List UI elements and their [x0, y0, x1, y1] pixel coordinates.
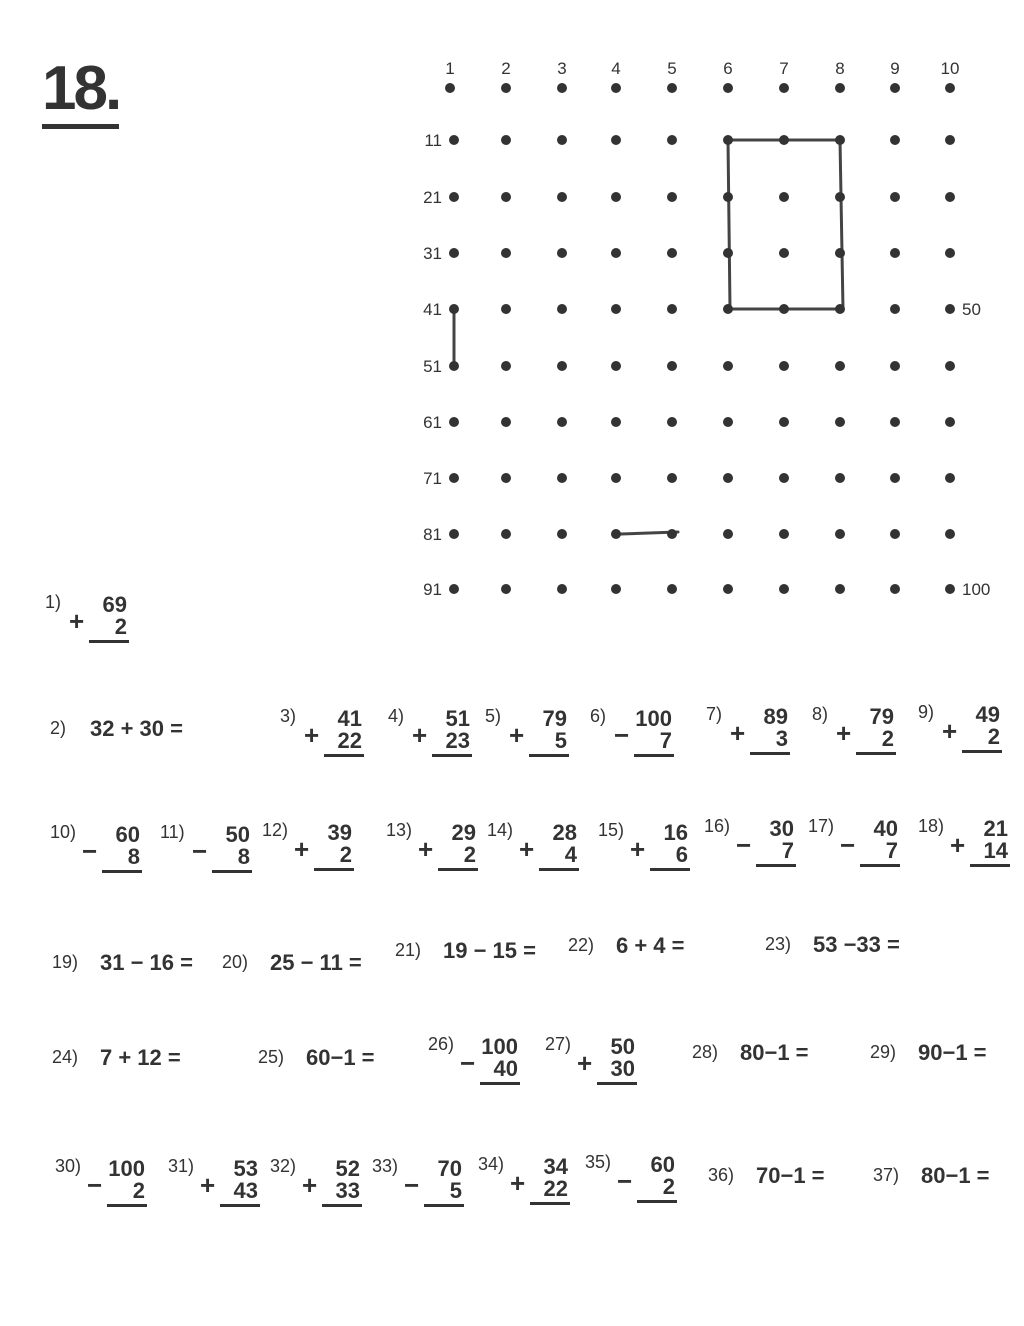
- operator: +: [294, 834, 310, 864]
- problem-14: [487, 820, 577, 874]
- grid-dot: [449, 248, 459, 258]
- answer-line: [634, 754, 674, 757]
- grid-dot: [890, 248, 900, 258]
- problem-number: 16): [704, 816, 731, 836]
- grid-dot: [449, 584, 459, 594]
- grid-dot: [779, 417, 789, 427]
- grid-dot: [835, 529, 845, 539]
- problem-9: [918, 702, 1000, 756]
- top-operand: 60: [650, 1152, 675, 1177]
- bottom-operand: 7: [885, 838, 898, 863]
- grid-dot: [890, 584, 900, 594]
- column-label: 9: [890, 59, 900, 78]
- problem-number: 14): [487, 820, 514, 840]
- top-operand: 52: [335, 1156, 360, 1181]
- problem-number: 36): [708, 1165, 735, 1185]
- bottom-operand: 33: [335, 1178, 360, 1203]
- grid-dot: [557, 192, 567, 202]
- bottom-operand: 22: [337, 728, 362, 753]
- grid-dot: [723, 248, 733, 258]
- connect-line: [728, 140, 730, 309]
- grid-dot: [779, 135, 789, 145]
- page-number: 18.: [42, 58, 119, 129]
- operator: −: [840, 830, 856, 860]
- grid-dot: [449, 361, 459, 371]
- grid-dot: [890, 135, 900, 145]
- connect-line: [840, 140, 843, 309]
- grid-dot: [723, 304, 733, 314]
- expression: 32 + 30 =: [90, 716, 183, 741]
- grid-dot: [779, 473, 789, 483]
- answer-line: [102, 870, 142, 873]
- grid-dot: [723, 192, 733, 202]
- grid-dot: [779, 248, 789, 258]
- grid-dot: [779, 529, 789, 539]
- problem-26: [428, 1034, 518, 1088]
- problem-30: [55, 1156, 145, 1210]
- operator: +: [519, 834, 535, 864]
- answer-line: [970, 864, 1010, 867]
- column-label: 3: [557, 59, 567, 78]
- grid-dot: [890, 304, 900, 314]
- operator: +: [836, 718, 852, 748]
- bottom-operand: 7: [781, 838, 794, 863]
- top-operand: 21: [983, 816, 1008, 841]
- operator: −: [82, 836, 98, 866]
- grid-dot: [835, 135, 845, 145]
- problem-number: 9): [918, 702, 935, 722]
- problem-number: 25): [258, 1047, 285, 1067]
- problem-17: [808, 816, 898, 870]
- column-label: 7: [779, 59, 789, 78]
- problem-number: 13): [386, 820, 413, 840]
- grid-dot: [667, 473, 677, 483]
- grid-dot: [449, 304, 459, 314]
- top-operand: 60: [115, 822, 140, 847]
- grid-dot: [779, 361, 789, 371]
- grid-dot: [557, 135, 567, 145]
- bottom-operand: 2: [463, 842, 476, 867]
- operator: −: [614, 720, 630, 750]
- operator: +: [630, 834, 646, 864]
- grid-dot: [723, 529, 733, 539]
- problem-number: 35): [585, 1152, 612, 1172]
- grid-dot: [779, 83, 789, 93]
- top-operand: 100: [108, 1156, 145, 1181]
- grid-dot: [945, 417, 955, 427]
- problem-34: [478, 1154, 568, 1208]
- expression: 7 + 12 =: [100, 1045, 181, 1070]
- grid-dot: [835, 417, 845, 427]
- grid-dot: [723, 83, 733, 93]
- row-label: 91: [423, 580, 442, 599]
- grid-dot: [835, 473, 845, 483]
- answer-line: [212, 870, 252, 873]
- grid-dot: [501, 135, 511, 145]
- problem-18: [918, 816, 1008, 870]
- bottom-operand: 7: [659, 728, 672, 753]
- row-label: 71: [423, 469, 442, 488]
- grid-dot: [611, 248, 621, 258]
- grid-dot: [667, 417, 677, 427]
- column-label: 8: [835, 59, 845, 78]
- operator: +: [950, 830, 966, 860]
- grid-dot: [557, 361, 567, 371]
- grid-dot: [501, 361, 511, 371]
- problem-35: [585, 1152, 675, 1206]
- problem-number: 6): [590, 706, 607, 726]
- top-operand: 79: [869, 704, 894, 729]
- grid-dot: [835, 192, 845, 202]
- problem-number: 8): [812, 704, 829, 724]
- bottom-operand: 23: [445, 728, 470, 753]
- expression: 53 −33 =: [813, 932, 900, 957]
- bottom-operand: 2: [114, 614, 127, 639]
- expression: 60−1 =: [306, 1045, 375, 1070]
- grid-dot: [501, 83, 511, 93]
- problem-number: 28): [692, 1042, 719, 1062]
- answer-line: [529, 754, 569, 757]
- grid-dot: [501, 304, 511, 314]
- grid-dot: [779, 584, 789, 594]
- problem-number: 24): [52, 1047, 79, 1067]
- top-operand: 53: [233, 1156, 258, 1181]
- problem-number: 33): [372, 1156, 399, 1176]
- grid-dot: [611, 361, 621, 371]
- grid-dot: [835, 304, 845, 314]
- grid-dot: [557, 248, 567, 258]
- bottom-operand: 22: [543, 1176, 568, 1201]
- problem-1: [45, 592, 127, 646]
- grid-dot: [667, 135, 677, 145]
- grid-dot: [449, 192, 459, 202]
- grid-dot: [611, 304, 621, 314]
- problem-16: [704, 816, 794, 870]
- problem-number: 3): [280, 706, 297, 726]
- grid-dot: [667, 584, 677, 594]
- bottom-operand: 8: [127, 844, 140, 869]
- grid-dot: [779, 304, 789, 314]
- grid-dot: [557, 83, 567, 93]
- problem-number: 27): [545, 1034, 572, 1054]
- bottom-operand: 30: [610, 1056, 635, 1081]
- bottom-operand: 2: [881, 726, 894, 751]
- operator: −: [87, 1170, 103, 1200]
- answer-line: [480, 1082, 520, 1085]
- grid-dot: [611, 584, 621, 594]
- grid-dot: [557, 584, 567, 594]
- top-operand: 100: [635, 706, 672, 731]
- problem-number: 20): [222, 952, 249, 972]
- grid-dot: [667, 192, 677, 202]
- bottom-operand: 5: [554, 728, 567, 753]
- column-label: 5: [667, 59, 677, 78]
- answer-line: [750, 752, 790, 755]
- answer-line: [637, 1200, 677, 1203]
- column-label: 2: [501, 59, 511, 78]
- grid-dot: [501, 248, 511, 258]
- top-operand: 79: [542, 706, 567, 731]
- row-label: 11: [424, 131, 442, 150]
- answer-line: [432, 754, 472, 757]
- problem-number: 31): [168, 1156, 195, 1176]
- grid-dot: [723, 135, 733, 145]
- answer-line: [530, 1202, 570, 1205]
- top-operand: 50: [225, 822, 250, 847]
- problem-number: 7): [706, 704, 723, 724]
- operator: +: [200, 1170, 216, 1200]
- grid-dot: [945, 529, 955, 539]
- column-label: 10: [940, 59, 960, 78]
- grid-dot: [611, 192, 621, 202]
- problem-number: 19): [52, 952, 79, 972]
- problem-8: [812, 704, 894, 758]
- operator: +: [510, 1168, 526, 1198]
- grid-dot: [667, 529, 677, 539]
- problem-11: [160, 822, 250, 876]
- operator: +: [412, 720, 428, 750]
- grid-dot: [557, 417, 567, 427]
- problem-number: 12): [262, 820, 289, 840]
- top-operand: 49: [975, 702, 1000, 727]
- problem-number: 5): [485, 706, 502, 726]
- grid-dot: [449, 417, 459, 427]
- grid-dot: [945, 361, 955, 371]
- grid-dot: [501, 473, 511, 483]
- bottom-operand: 6: [675, 842, 688, 867]
- operator: −: [736, 830, 752, 860]
- grid-dot: [723, 473, 733, 483]
- top-operand: 28: [552, 820, 577, 845]
- expression: 80−1 =: [921, 1163, 990, 1188]
- problem-10: [50, 822, 140, 876]
- problem-number: 18): [918, 816, 945, 836]
- top-operand: 30: [769, 816, 794, 841]
- problem-32: [270, 1156, 360, 1210]
- grid-dot: [723, 584, 733, 594]
- operator: −: [404, 1170, 420, 1200]
- grid-dot: [945, 473, 955, 483]
- problem-number: 30): [55, 1156, 82, 1176]
- problem-number: 10): [50, 822, 77, 842]
- grid-dot: [501, 192, 511, 202]
- grid-dot: [945, 248, 955, 258]
- problem-6: [590, 706, 672, 760]
- problem-number: 37): [873, 1165, 900, 1185]
- row-label: 81: [423, 525, 442, 544]
- expression: 70−1 =: [756, 1163, 825, 1188]
- expression: 6 + 4 =: [616, 933, 685, 958]
- grid-dot: [449, 473, 459, 483]
- problem-number: 34): [478, 1154, 505, 1174]
- answer-line: [856, 752, 896, 755]
- operator: −: [460, 1048, 476, 1078]
- answer-line: [860, 864, 900, 867]
- grid-dot: [890, 417, 900, 427]
- grid-dot: [945, 192, 955, 202]
- grid-dot: [557, 529, 567, 539]
- top-operand: 69: [102, 592, 127, 617]
- bottom-operand: 3: [775, 726, 788, 751]
- top-operand: 40: [873, 816, 898, 841]
- grid-dot: [501, 417, 511, 427]
- answer-line: [220, 1204, 260, 1207]
- grid-dot: [723, 417, 733, 427]
- grid-dot: [835, 584, 845, 594]
- dot-grid: [0, 0, 1024, 620]
- problem-number: 11): [160, 822, 185, 842]
- row-label: 61: [423, 413, 442, 432]
- answer-line: [962, 750, 1002, 753]
- grid-dot: [449, 135, 459, 145]
- answer-line: [756, 864, 796, 867]
- operator: −: [192, 836, 208, 866]
- column-label: 6: [723, 59, 733, 78]
- expression: 31 − 16 =: [100, 950, 193, 975]
- bottom-operand: 2: [662, 1174, 675, 1199]
- grid-dot: [557, 473, 567, 483]
- right-label: 50: [962, 300, 981, 319]
- grid-dot: [890, 529, 900, 539]
- grid-dot: [611, 473, 621, 483]
- answer-line: [438, 868, 478, 871]
- grid-dot: [890, 83, 900, 93]
- top-operand: 41: [337, 706, 362, 731]
- problem-5: [485, 706, 567, 760]
- problem-number: 15): [598, 820, 625, 840]
- operator: +: [577, 1048, 593, 1078]
- top-operand: 70: [437, 1156, 462, 1181]
- problem-number: 26): [428, 1034, 455, 1054]
- column-label: 1: [445, 59, 455, 78]
- grid-dot: [667, 361, 677, 371]
- grid-dot: [945, 584, 955, 594]
- problem-33: [372, 1156, 462, 1210]
- problem-number: 32): [270, 1156, 297, 1176]
- top-operand: 100: [481, 1034, 518, 1059]
- bottom-operand: 40: [493, 1056, 518, 1081]
- operator: +: [302, 1170, 318, 1200]
- bottom-operand: 4: [564, 842, 577, 867]
- row-label: 51: [423, 357, 442, 376]
- right-label: 100: [962, 580, 991, 599]
- answer-line: [107, 1204, 147, 1207]
- grid-dot: [611, 83, 621, 93]
- problem-number: 23): [765, 934, 792, 954]
- top-operand: 50: [610, 1034, 635, 1059]
- top-operand: 89: [763, 704, 788, 729]
- operator: +: [69, 606, 85, 636]
- answer-line: [314, 868, 354, 871]
- answer-line: [89, 640, 129, 643]
- row-label: 21: [423, 188, 442, 207]
- expression: 80−1 =: [740, 1040, 809, 1065]
- grid-dot: [445, 83, 455, 93]
- grid-dot: [611, 529, 621, 539]
- answer-line: [650, 868, 690, 871]
- problem-31: [168, 1156, 258, 1210]
- problem-number: 29): [870, 1042, 897, 1062]
- grid-dot: [945, 304, 955, 314]
- grid-dot: [890, 361, 900, 371]
- problem-7: [706, 704, 788, 758]
- problem-12: [262, 820, 352, 874]
- bottom-operand: 2: [132, 1178, 145, 1203]
- problem-number: 1): [45, 592, 62, 612]
- answer-line: [597, 1082, 637, 1085]
- grid-dot: [779, 192, 789, 202]
- expression: 25 − 11 =: [270, 950, 362, 975]
- grid-dot: [611, 417, 621, 427]
- grid-dot: [890, 473, 900, 483]
- operator: +: [942, 716, 958, 746]
- bottom-operand: 43: [233, 1178, 258, 1203]
- problem-number: 17): [808, 816, 835, 836]
- grid-dot: [501, 529, 511, 539]
- problem-number: 22): [568, 935, 595, 955]
- expression: 19 − 15 =: [443, 938, 536, 963]
- row-label: 41: [423, 300, 442, 319]
- bottom-operand: 14: [983, 838, 1008, 863]
- row-label: 31: [423, 244, 442, 263]
- answer-line: [539, 868, 579, 871]
- grid-dot: [667, 248, 677, 258]
- bottom-operand: 2: [339, 842, 352, 867]
- grid-dot: [557, 304, 567, 314]
- bottom-operand: 5: [449, 1178, 462, 1203]
- grid-dot: [667, 83, 677, 93]
- grid-dot: [835, 361, 845, 371]
- operator: +: [509, 720, 525, 750]
- operator: +: [730, 718, 746, 748]
- answer-line: [324, 754, 364, 757]
- problem-13: [386, 820, 476, 874]
- grid-dot: [945, 135, 955, 145]
- top-operand: 34: [543, 1154, 568, 1179]
- problem-4: [388, 706, 470, 760]
- problem-number: 2): [50, 718, 67, 738]
- problem-number: 21): [395, 940, 422, 960]
- grid-dot: [890, 192, 900, 202]
- grid-dot: [501, 584, 511, 594]
- top-operand: 16: [663, 820, 688, 845]
- expression: 90−1 =: [918, 1040, 987, 1065]
- operator: −: [617, 1166, 633, 1196]
- problem-15: [598, 820, 688, 874]
- answer-line: [424, 1204, 464, 1207]
- problem-number: 4): [388, 706, 405, 726]
- bottom-operand: 2: [987, 724, 1000, 749]
- grid-dot: [945, 83, 955, 93]
- top-operand: 39: [327, 820, 352, 845]
- grid-dot: [667, 304, 677, 314]
- answer-line: [322, 1204, 362, 1207]
- grid-dot: [449, 529, 459, 539]
- grid-dot: [835, 83, 845, 93]
- operator: +: [418, 834, 434, 864]
- grid-dot: [611, 135, 621, 145]
- operator: +: [304, 720, 320, 750]
- top-operand: 51: [445, 706, 470, 731]
- column-label: 4: [611, 59, 621, 78]
- grid-dot: [835, 248, 845, 258]
- grid-dot: [723, 361, 733, 371]
- problem-27: [545, 1034, 635, 1088]
- bottom-operand: 8: [237, 844, 250, 869]
- top-operand: 29: [451, 820, 476, 845]
- problem-3: [280, 706, 362, 760]
